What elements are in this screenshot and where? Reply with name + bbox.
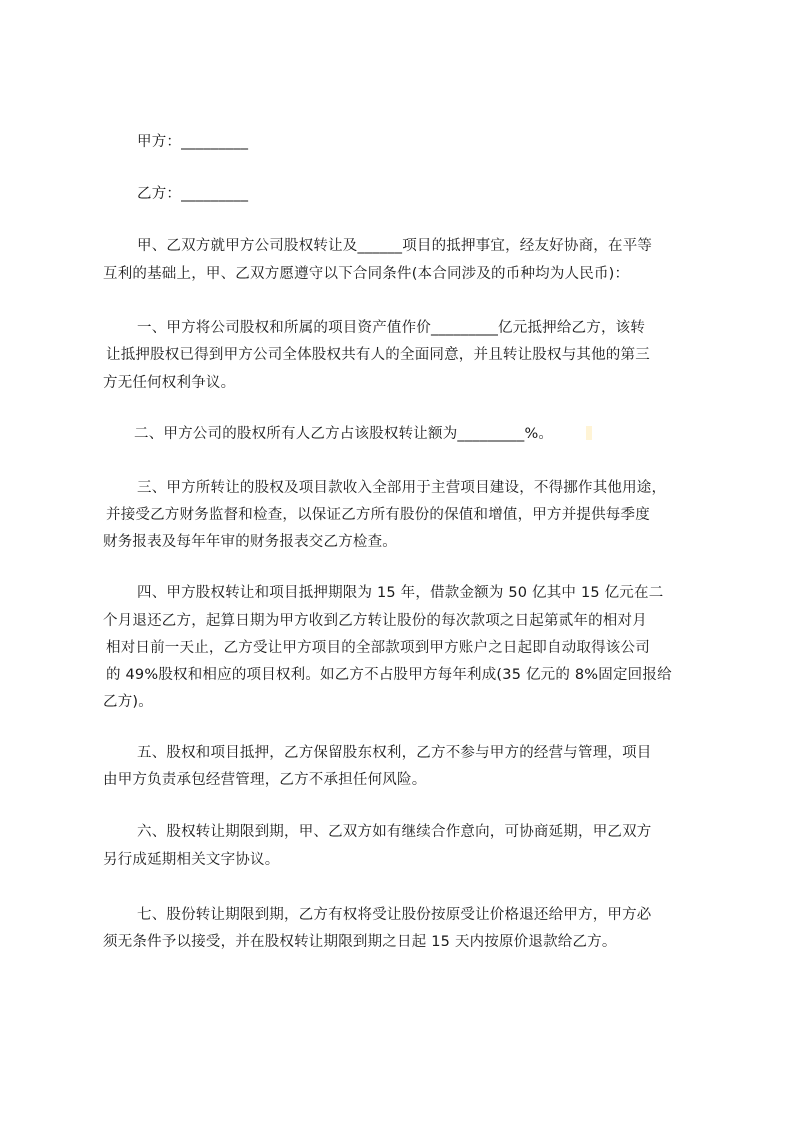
clause-7-line-1: 七、股份转让期限到期，乙方有权将受让股份按原受让价格退还给甲方，甲方必 bbox=[137, 907, 652, 923]
clause-6-line-2: 另行成延期相关文字协议。 bbox=[103, 852, 280, 868]
clause-1-line-3: 方无任何权利争议。 bbox=[103, 375, 236, 391]
clause-5-line-1: 五、股权和项目抵押，乙方保留股东权利，乙方不参与甲方的经营与管理，项目 bbox=[137, 745, 652, 761]
clause-6-line-1: 六、股权转让期限到期，甲、乙双方如有继续合作意向，可协商延期，甲乙双方 bbox=[137, 824, 652, 840]
clause-1-line-1: 一、甲方将公司股权和所属的项目资产值作价_________亿元抵押给乙方，该转 bbox=[137, 320, 646, 336]
clause-3-line-3: 财务报表及每年年审的财务报表交乙方检查。 bbox=[103, 534, 397, 550]
clause-4-line-5: 乙方)。 bbox=[103, 694, 153, 710]
clause-4-line-1: 四、甲方股权转让和项目抵押期限为 15 年，借款金额为 50 亿其中 15 亿元在二 bbox=[137, 585, 664, 601]
highlight-mark bbox=[586, 426, 592, 440]
clause-5-line-2: 由甲方负责承包经营管理，乙方不承担任何风险。 bbox=[103, 772, 427, 788]
party-b-line: 乙方：_________ bbox=[137, 186, 249, 202]
clause-4-line-3: 相对日前一天止，乙方受让甲方项目的全部款项到甲方账户之日起即自动取得该公司 bbox=[106, 640, 650, 656]
clause-3-line-2: 并接受乙方财务监督和检查，以保证乙方所有股份的保值和增值，甲方并提供每季度 bbox=[106, 507, 650, 523]
clause-2-line-1: 二、甲方公司的股权所有人乙方占该股权转让额为_________%。 bbox=[134, 426, 554, 442]
intro-line-1: 甲、乙双方就甲方公司股权转让及______项目的抵押事宜，经友好协商，在平等 bbox=[137, 238, 653, 254]
intro-line-2: 互利的基础上，甲、乙双方愿遵守以下合同条件(本合同涉及的币种均为人民币)： bbox=[103, 266, 630, 282]
clause-4-line-2: 个月退还乙方，起算日期为甲方收到乙方转让股份的每次款项之日起第贰年的相对月 bbox=[103, 613, 647, 629]
party-a-line: 甲方：_________ bbox=[137, 134, 249, 150]
clause-4-line-4: 的 49%股权和相应的项目权利。如乙方不占股甲方每年利成(35 亿元的 8%固定回报给 bbox=[106, 667, 672, 683]
clause-7-line-2: 须无条件予以接受，并在股权转让期限到期之日起 15 天内按原价退款给乙方。 bbox=[103, 934, 617, 950]
clause-3-line-1: 三、甲方所转让的股权及项目款收入全部用于主营项目建设，不得挪作其他用途， bbox=[137, 480, 667, 496]
clause-1-line-2: 让抵押股权已得到甲方公司全体股权共有人的全面同意，并且转让股权与其他的第三 bbox=[106, 347, 650, 363]
